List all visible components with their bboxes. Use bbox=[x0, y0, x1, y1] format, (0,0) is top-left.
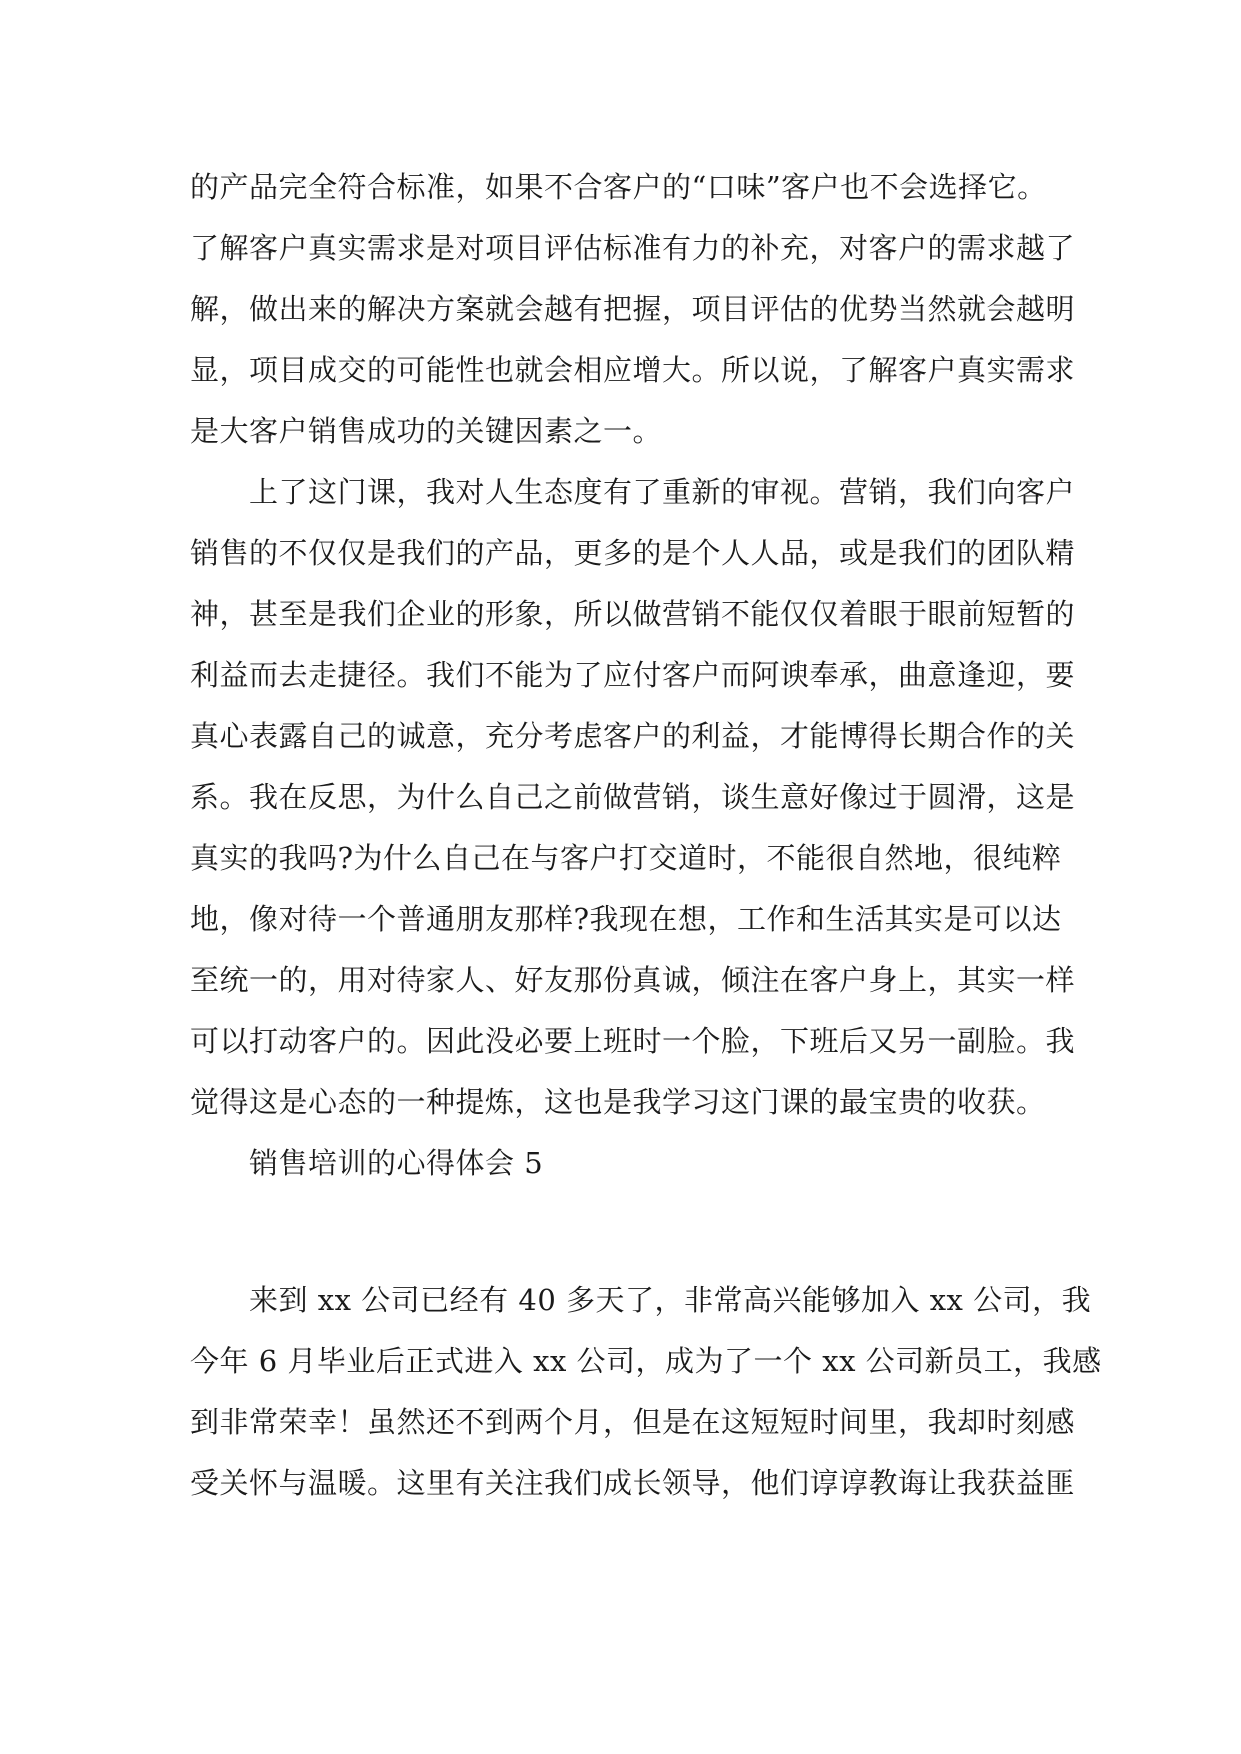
paragraph-line: 利益而去走捷径。我们不能为了应付客户而阿谀奉承，曲意逢迎，要 bbox=[190, 658, 1076, 692]
paragraph-line: 显，项目成交的可能性也就会相应增大。所以说，了解客户真实需求 bbox=[190, 353, 1076, 387]
paragraph-line: 可以打动客户的。因此没必要上班时一个脸，下班后又另一副脸。我 bbox=[190, 1024, 1076, 1058]
section-heading: 销售培训的心得体会 5 bbox=[190, 1146, 544, 1180]
paragraph-line: 是大客户销售成功的关键因素之一。 bbox=[190, 414, 663, 448]
paragraph-line: 来到 xx 公司已经有 40 多天了，非常高兴能够加入 xx 公司，我 bbox=[190, 1283, 1092, 1317]
paragraph-line: 解，做出来的解决方案就会越有把握，项目评估的优势当然就会越明 bbox=[190, 292, 1076, 326]
paragraph-line: 真心表露自己的诚意，充分考虑客户的利益，才能博得长期合作的关 bbox=[190, 719, 1076, 753]
paragraph-line: 觉得这是心态的一种提炼，这也是我学习这门课的最宝贵的收获。 bbox=[190, 1085, 1046, 1119]
paragraph-line: 到非常荣幸！虽然还不到两个月，但是在这短短时间里，我却时刻感 bbox=[190, 1405, 1076, 1439]
paragraph-line: 真实的我吗?为什么自己在与客户打交道时，不能很自然地，很纯粹 bbox=[190, 841, 1062, 875]
paragraph-line: 今年 6 月毕业后正式进入 xx 公司，成为了一个 xx 公司新员工，我感 bbox=[190, 1344, 1102, 1378]
paragraph-line: 受关怀与温暖。这里有关注我们成长领导，他们谆谆教诲让我获益匪 bbox=[190, 1466, 1076, 1500]
paragraph-line: 地，像对待一个普通朋友那样?我现在想，工作和生活其实是可以达 bbox=[190, 902, 1062, 936]
paragraph-line: 销售的不仅仅是我们的产品，更多的是个人人品，或是我们的团队精 bbox=[190, 536, 1076, 570]
paragraph-line: 神，甚至是我们企业的形象，所以做营销不能仅仅着眼于眼前短暂的 bbox=[190, 597, 1076, 631]
document-body bbox=[190, 157, 1102, 1514]
paragraph-line: 系。我在反思，为什么自己之前做营销，谈生意好像过于圆滑，这是 bbox=[190, 780, 1076, 814]
paragraph-line: 上了这门课，我对人生态度有了重新的审视。营销，我们向客户 bbox=[190, 475, 1076, 509]
paragraph-line: 的产品完全符合标准，如果不合客户的“口味”客户也不会选择它。 bbox=[190, 170, 1047, 204]
paragraph-line: 至统一的，用对待家人、好友那份真诚，倾注在客户身上，其实一样 bbox=[190, 963, 1076, 997]
paragraph-line: 了解客户真实需求是对项目评估标准有力的补充，对客户的需求越了 bbox=[190, 231, 1076, 265]
